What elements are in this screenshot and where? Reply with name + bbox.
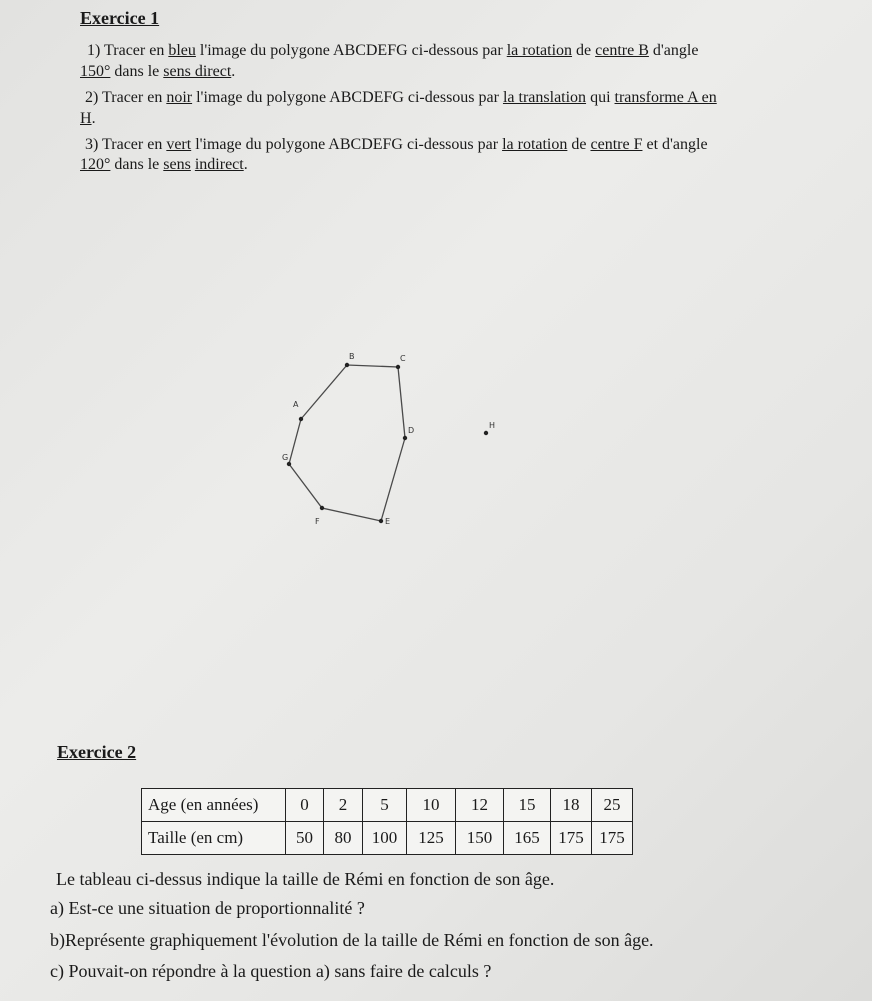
label-H: H bbox=[489, 421, 496, 430]
label-G: G bbox=[282, 453, 289, 462]
row-header-age: Age (en années) bbox=[142, 789, 286, 822]
table-cell: 12 bbox=[456, 789, 504, 822]
table-row bbox=[142, 789, 633, 822]
table-cell: 100 bbox=[363, 822, 407, 855]
vertex-E bbox=[379, 519, 383, 523]
table-cell: 25 bbox=[592, 789, 633, 822]
q2-line1: 2) Tracer en noir l'image du polygone ABCDEFG ci-dessous par la translation qui transforme A en bbox=[85, 89, 717, 106]
exercice2-intro: Le tableau ci-dessus indique la taille de Rémi en fonction de son âge. bbox=[56, 869, 555, 889]
point-H bbox=[484, 431, 488, 435]
q3-line2: 120° dans le sens indirect. bbox=[80, 156, 248, 173]
table-cell: 5 bbox=[363, 789, 407, 822]
q3-line1: 3) Tracer en vert l'image du polygone ABCDEFG ci-dessous par la rotation de centre F et d'angle bbox=[85, 136, 708, 153]
table-cell: 15 bbox=[504, 789, 551, 822]
table-cell: 150 bbox=[456, 822, 504, 855]
vertex-D bbox=[403, 436, 407, 440]
table-cell: 165 bbox=[504, 822, 551, 855]
label-B: B bbox=[349, 352, 355, 361]
table-cell: 175 bbox=[592, 822, 633, 855]
exercice2-title: Exercice 2 bbox=[57, 742, 137, 762]
q1-line2: 150° dans le sens direct. bbox=[80, 63, 236, 80]
label-F: F bbox=[315, 517, 320, 526]
vertex-A bbox=[299, 417, 303, 421]
table-cell: 10 bbox=[407, 789, 456, 822]
table-cell: 0 bbox=[286, 789, 324, 822]
table-cell: 125 bbox=[407, 822, 456, 855]
q2-line2: H. bbox=[80, 110, 96, 127]
row-header-taille: Taille (en cm) bbox=[142, 822, 286, 855]
question-a: a) Est-ce une situation de proportionnalité ? bbox=[50, 898, 365, 918]
exercice1-title: Exercice 1 bbox=[80, 8, 160, 28]
label-C: C bbox=[400, 354, 406, 363]
vertex-B bbox=[345, 363, 349, 367]
table-cell: 50 bbox=[286, 822, 324, 855]
question-b: b)Représente graphiquement l'évolution de la taille de Rémi en fonction de son âge. bbox=[50, 930, 654, 950]
vertex-C bbox=[396, 365, 400, 369]
label-A: A bbox=[293, 400, 299, 409]
q1-line1: 1) Tracer en bleu l'image du polygone ABCDEFG ci-dessous par la rotation de centre B d'angle bbox=[87, 42, 699, 59]
question-c: c) Pouvait-on répondre à la question a) sans faire de calculs ? bbox=[50, 961, 492, 981]
table-cell: 175 bbox=[551, 822, 592, 855]
label-D: D bbox=[408, 426, 415, 435]
vertex-F bbox=[320, 506, 324, 510]
table-cell: 80 bbox=[324, 822, 363, 855]
age-height-table bbox=[141, 788, 633, 855]
table-cell: 18 bbox=[551, 789, 592, 822]
vertex-G bbox=[287, 462, 291, 466]
table-cell: 2 bbox=[324, 789, 363, 822]
label-E: E bbox=[385, 517, 391, 526]
polygon-ABCDEFG bbox=[289, 365, 405, 521]
table-row bbox=[142, 822, 633, 855]
